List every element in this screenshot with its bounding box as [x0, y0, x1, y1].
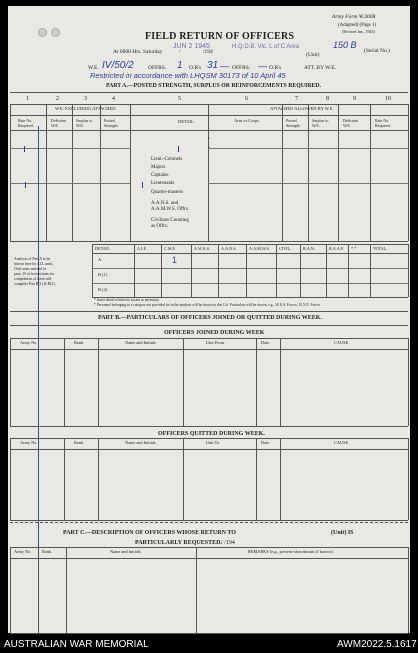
table-header: Unit From.: [206, 340, 226, 345]
analysis-header: CIVIL.: [279, 246, 292, 251]
form-sheet: [8, 6, 410, 633]
form-title: FIELD RETURN OF OFFICERS: [145, 31, 295, 42]
table-header: Unit To.: [206, 440, 221, 445]
serial-label: (Serial No.): [364, 48, 390, 54]
ors-value: 31: [207, 60, 219, 71]
table-header: CAUSE.: [334, 440, 350, 445]
subheader-rate_no: Required.: [18, 123, 34, 128]
subheader-rate_no2: Required.: [375, 123, 391, 128]
offrs-label: OFFRS.: [148, 65, 167, 71]
punch-hole: [51, 28, 60, 37]
analysis-note: * Personnel belonging to a category not provided for in the analysis will be shown in this Col. Particulars will be shown, e.g., 30 U.S. Forces; 10 N.Z. Forces.: [94, 303, 321, 307]
subheader-surplus: W.E.: [76, 123, 84, 128]
punch-hole: [38, 28, 47, 37]
joined-title: OFFICERS JOINED DURING WEEK: [164, 330, 265, 336]
we-value: IV/50/2: [102, 60, 134, 71]
offrs2-label: OFFRS.: [232, 65, 251, 71]
subheader-deficient2: Deficient: [343, 118, 358, 123]
rank-label: Lieutenants: [151, 181, 175, 186]
analysis-intro: Only units entitled in: [14, 267, 47, 271]
table-header: Date.: [261, 340, 271, 345]
subheader-rate_no: Rate No.: [18, 118, 33, 123]
subheader-surplus2: W.E.: [312, 123, 320, 128]
handwritten-note: Restricted in accordance with LHQSM 30173 of 10 April 45: [90, 71, 286, 80]
analysis-header: C.M.F.: [164, 246, 176, 251]
analysis-row-label: A.: [98, 257, 103, 262]
table-header: Rank.: [42, 549, 53, 554]
analysis-intro: compilation of form will: [14, 277, 52, 281]
analysis-row-label: B.(1): [98, 272, 108, 277]
ors2-label: O.R's: [269, 65, 282, 71]
unit-stamp: H.Q.D.B. Vic. L of C Area: [232, 44, 300, 50]
table-header: Army No.: [20, 440, 38, 445]
table-header: Army No.: [14, 549, 32, 554]
table-header: Name and Initials.: [125, 340, 157, 345]
column-number: 8: [326, 96, 329, 102]
subheader-deficient2: W.E.: [343, 123, 351, 128]
table-header: Date.: [261, 440, 271, 445]
rank-label: Majors: [151, 165, 166, 170]
table-header: Rank.: [74, 340, 85, 345]
subheader-posted: Strength.: [104, 123, 119, 128]
tick-mark: [24, 146, 25, 152]
bullet: •: [208, 146, 210, 151]
subheader-rate_no2: Rate No.: [375, 118, 390, 123]
analysis-header: DETAIL.: [95, 246, 111, 251]
table-header: Army No.: [20, 340, 38, 345]
date-separator: /: [179, 49, 181, 55]
at-hours-label: At 0600 Hrs. Saturday: [113, 49, 163, 55]
analysis-intro: complete Part B(1) & B(2).: [14, 282, 56, 286]
header-att-allowed: ATTACHED ALLOWED BY W.E.: [270, 106, 334, 111]
tick-mark: [25, 182, 26, 188]
column-number: 4: [112, 96, 115, 102]
att-label: ATT. BY W.E.: [304, 65, 336, 71]
analysis-intro: shown here by ALL units.: [14, 262, 54, 266]
column-number: 6: [245, 96, 248, 102]
army-form-number: Army Form W.3008: [332, 14, 376, 20]
ors-label: O.R's: [189, 65, 202, 71]
subheader-posted: Posted: [104, 118, 115, 123]
column-number: 7: [295, 96, 298, 102]
analysis-note: * Insert detail of hitherto vacant as necessary.: [94, 298, 160, 302]
header-we-excl: W.E. EXCLUDING ATTACHED.: [55, 106, 117, 111]
part-c-date: / /194: [221, 540, 235, 546]
table-header: Name and Initials.: [110, 549, 142, 554]
analysis-row-label: B.(2): [98, 287, 108, 292]
subheader-deficient: Deficient: [51, 118, 66, 123]
tick-mark: [178, 146, 179, 152]
year-label: /194: [203, 49, 213, 55]
serial-number: 150 B: [333, 40, 357, 50]
column-number: 1: [26, 96, 29, 102]
analysis-header: A.W.A.S.: [194, 246, 211, 251]
rank-label: as Offrs.: [151, 224, 169, 229]
bullet: •: [208, 137, 210, 142]
analysis-intro: Analysis of Part A to be: [14, 257, 51, 261]
part-c-title-b: PARTICULARLY REQUESTED.: [135, 540, 222, 546]
analysis-header: TOTAL.: [373, 246, 388, 251]
footer-left: AUSTRALIAN WAR MEMORIAL: [4, 639, 149, 650]
form-revised: (Revised Jan., 1943): [342, 29, 375, 34]
part-c-unit: (Unit) IS: [331, 530, 354, 536]
analysis-intro: para. 10 of instructions for: [14, 272, 55, 276]
offrs-value: 1: [177, 60, 183, 71]
cmf-tick: 1: [172, 255, 178, 265]
column-number: 5: [178, 96, 181, 102]
analysis-header: A.A.M.W.S.: [249, 246, 270, 251]
offrs2-value: —: [220, 61, 229, 71]
analysis-header: * *: [351, 246, 357, 251]
subheader-deficient: W.E.: [51, 123, 59, 128]
footer: [0, 636, 418, 653]
part-a-title: PART A.—POSTED STRENGTH, SURPLUS OR REINFORCEMENTS REQUIRED.: [106, 83, 321, 89]
column-number: 2: [56, 96, 59, 102]
rank-label: Quarter-masters: [151, 190, 184, 195]
analysis-header: R.A.N.: [303, 246, 315, 251]
analysis-header: A.I.F.: [137, 246, 147, 251]
header-detail: DETAIL.: [178, 119, 196, 124]
analysis-header: A.A.N.S.: [221, 246, 237, 251]
tick-mark: [142, 182, 143, 188]
subheader-posted2: Strength.: [286, 123, 301, 128]
footer-right: AWM2022.5.1617: [337, 639, 417, 650]
analysis-header: R.A.A.F.: [329, 246, 345, 251]
rank-label: A.A.M.W.S. Offrs.: [151, 207, 189, 212]
unit-label: (Unit): [306, 52, 320, 58]
subheader-surplus2: Surplus to: [312, 118, 329, 123]
rank-label: Captains: [151, 173, 169, 178]
column-number: 3: [84, 96, 87, 102]
subheader-posted2: Posted: [286, 118, 297, 123]
header-arm-corps: Arm or Corps.: [234, 118, 261, 123]
rank-label: A.A.N.S. and: [151, 201, 179, 206]
we-label: W.E.: [88, 65, 99, 71]
part-c-title: PART C.—DESCRIPTION OF OFFICERS WHOSE RETURN TO: [63, 530, 236, 536]
subheader-surplus: Surplus to: [76, 118, 93, 123]
quitted-title: OFFICERS QUITTED DURING WEEK.: [158, 431, 265, 437]
form-adapted: (Adapted) (Page 1): [338, 23, 377, 28]
column-number: 10: [385, 96, 391, 102]
column-number: 9: [353, 96, 356, 102]
part-b-title: PART B.—PARTICULARS OF OFFICERS JOINED OR QUITTED DURING WEEK.: [98, 315, 322, 321]
rank-label: Civilians Counting: [151, 218, 189, 223]
rank-label: Lieut.-Colonels: [151, 157, 183, 162]
table-header: REMARKS (e.g., present whereabouts if known).: [248, 549, 334, 554]
table-header: CAUSE.: [334, 340, 350, 345]
table-header: Rank.: [74, 440, 85, 445]
date-stamp: JUN 2 1945: [173, 43, 210, 50]
table-header: Name and Initials.: [125, 440, 157, 445]
ors2-value: —: [258, 61, 267, 71]
